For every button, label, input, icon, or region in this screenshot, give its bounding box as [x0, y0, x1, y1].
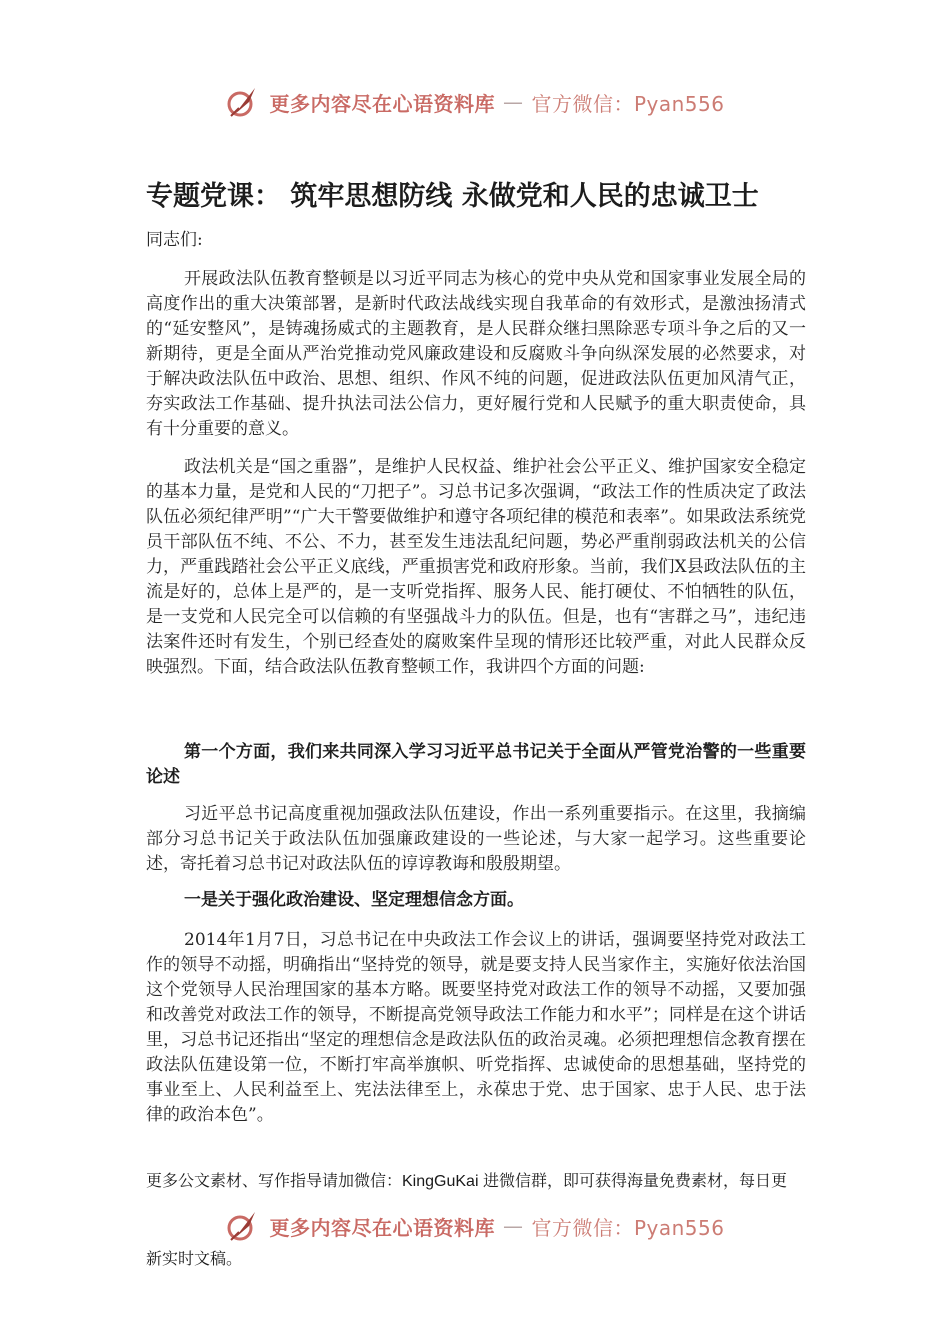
watermark-separator: — [502, 1214, 524, 1238]
quill-logo-icon [225, 84, 261, 120]
footer-note-line1: 更多公文素材、写作指导请加微信：KingGuKai 进微信群，即可获得海量免费素材，每日更 [146, 1173, 787, 1190]
footer-note-line2: 新实时文稿。 [146, 1251, 243, 1268]
watermark-footer [0, 1208, 950, 1244]
paragraph-subsection-1: 2014年1月7日，习总书记在中央政法工作会议上的讲话，强调要坚持党对政法工作的领导不动摇，明确指出“坚持党的领导，就是要支持人民当家作主，实施好依法治国这个党领导人民治理国家的基本方略。既要坚持党对政法工作的领导不动摇，又要加强和改善党对政法工作的领导，不断提高党领导政法工作能力和水平”；同样是在这个讲话里，习总书记还指出“坚定的理想信念是政法队伍的政治灵魂。必须把理想信念教育摆在政法队伍建设第一位，不断打牢高举旗帜、听党指挥、忠诚使命的思想基础，坚持党的事业至上、人民利益至上、宪法法律至上，永葆忠于党、忠于国家、忠于人民、忠于法律的政治本色”。 [146, 930, 806, 1125]
watermark-separator: — [502, 90, 524, 114]
paragraph-context: 政法机关是“国之重器”，是维护人民权益、维护社会公平正义、维护国家安全稳定的基本力量，是党和人民的“刀把子”。习总书记多次强调，“政法工作的性质决定了政法队伍必须纪律严明”“广大干警要做维护和遵守各项纪律的模范和表率”。如果政法系统党员干部队伍不纯、不公、不力，甚至发生违法乱纪问题，势必严重削弱政法机关的公信力，严重践踏社会公平正义底线，严重损害党和政府形象。当前，我们X县政法队伍的主流是好的，总体上是严的，是一支听党指挥、服务人民、能打硬仗、不怕牺牲的队伍，是一支党和人民完全可以信赖的有坚强战斗力的队伍。但是，也有“害群之马”，违纪违法案件还时有发生，个别已经查处的腐败案件呈现的情形还比较严重，对此人民群众反映强烈。下面，结合政法队伍教育整顿工作，我讲四个方面的问题: [146, 457, 806, 677]
paragraph-intro: 开展政法队伍教育整顿是以习近平同志为核心的党中央从党和国家事业发展全局的高度作出的重大决策部署，是新时代政法战线实现自我革命的有效形式，是激浊扬清式的“延安整风”，是铸魂扬威式的主题教育，是人民群众继扫黑除恶专项斗争之后的又一新期待，更是全面从严治党推动党风廉政建设和反腐败斗争向纵深发展的必然要求，对于解决政法队伍中政治、思想、组织、作风不纯的问题，促进政法队伍更加风清气正，夯实政法工作基础、提升执法司法公信力，更好履行党和人民赋予的重大职责使命，具有十分重要的意义。 [146, 269, 806, 439]
section-heading-1: 第一个方面，我们来共同深入学习习近平总书记关于全面从严管党治警的一些重要论述 [146, 742, 806, 787]
subsection-heading-1: 一是关于强化政治建设、坚定理想信念方面。 [184, 890, 524, 910]
watermark-header [0, 84, 950, 120]
paragraph-section-1: 习近平总书记高度重视加强政法队伍建设，作出一系列重要指示。在这里，我摘编部分习总书记关于政法队伍加强廉政建设的一些论述，与大家一起学习。这些重要论述，寄托着习总书记对政法队伍的谆谆教诲和殷殷期望。 [146, 804, 806, 874]
quill-logo-icon [225, 1208, 261, 1244]
watermark-contact: 官方微信：Pyan556 [531, 91, 725, 116]
greeting: 同志们: [146, 230, 203, 250]
document-title: 专题党课： 筑牢思想防线 永做党和人民的忠诚卫士 [146, 181, 759, 212]
watermark-brand: 更多内容尽在心语资料库 [269, 1215, 495, 1240]
watermark-brand: 更多内容尽在心语资料库 [269, 91, 495, 116]
watermark-contact: 官方微信：Pyan556 [531, 1215, 725, 1240]
